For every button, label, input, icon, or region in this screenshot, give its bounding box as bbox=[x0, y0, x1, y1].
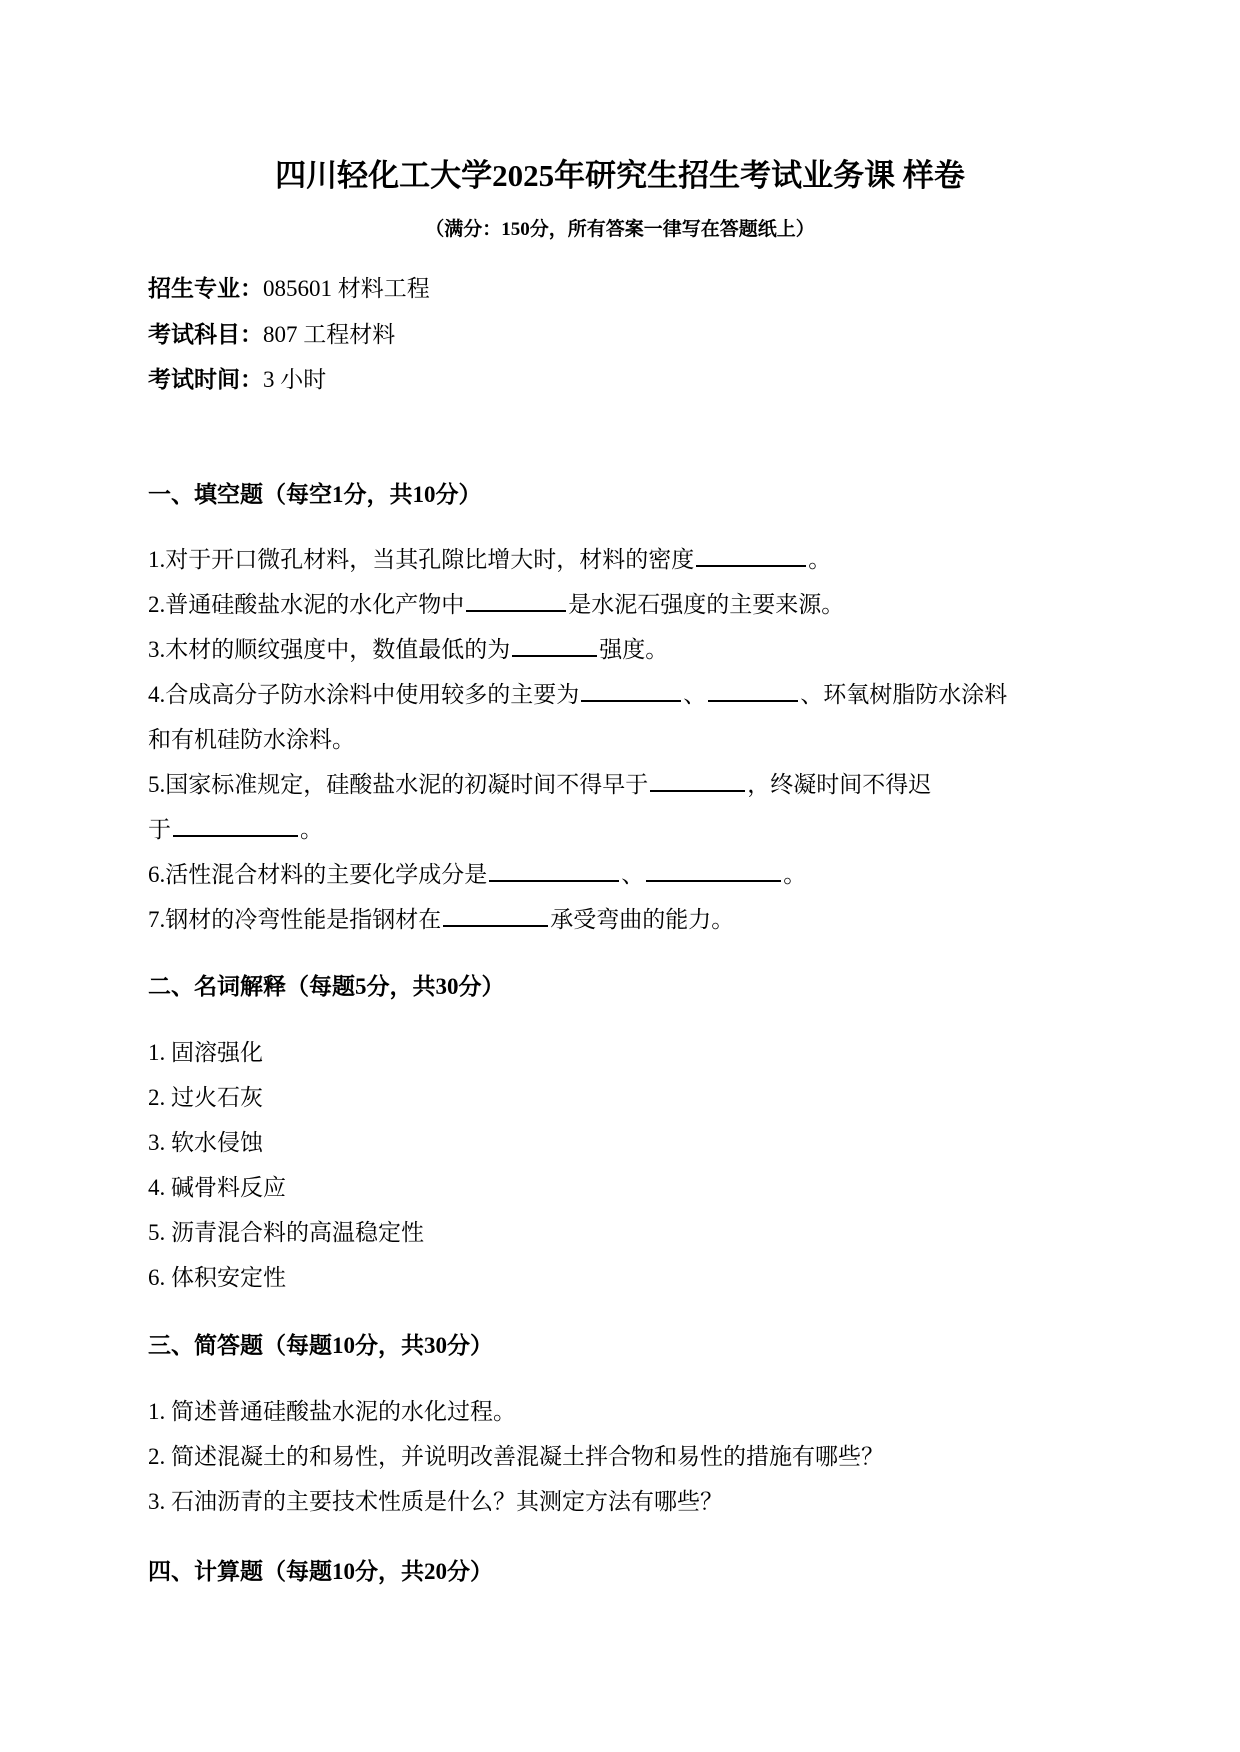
answer-blank bbox=[650, 768, 745, 792]
question-line bbox=[148, 631, 668, 664]
question-text: 是水泥石强度的主要来源。 bbox=[568, 592, 845, 617]
question-text: 2.普通硅酸盐水泥的水化产物中 bbox=[148, 592, 465, 617]
answer-blank bbox=[696, 543, 806, 567]
list-item: 4. 碱骨料反应 bbox=[148, 1175, 286, 1200]
answer-blank bbox=[646, 858, 781, 882]
question-text: 7.钢材的冷弯性能是指钢材在 bbox=[148, 907, 442, 932]
question-line bbox=[148, 856, 806, 889]
question-text: 4.合成高分子防水涂料中使用较多的主要为 bbox=[148, 682, 580, 707]
question-text: 。 bbox=[300, 817, 323, 842]
meta-label: 考试科目： bbox=[148, 322, 263, 347]
page-title: 四川轻化工大学2025年研究生招生考试业务课 样卷 bbox=[275, 158, 965, 193]
meta-duration bbox=[148, 361, 326, 394]
meta-label: 招生专业： bbox=[148, 276, 263, 301]
meta-subject bbox=[148, 316, 395, 349]
answer-blank bbox=[708, 678, 798, 702]
list-item: 3. 软水侵蚀 bbox=[148, 1130, 263, 1155]
question-text: 3.木材的顺纹强度中，数值最低的为 bbox=[148, 637, 511, 662]
answer-blank bbox=[173, 813, 298, 837]
question-text: 。 bbox=[808, 547, 832, 572]
question-line bbox=[148, 766, 931, 799]
page-subtitle: （满分：150分，所有答案一律写在答题纸上） bbox=[425, 219, 815, 240]
meta-label: 考试时间： bbox=[148, 367, 263, 392]
answer-blank bbox=[443, 903, 548, 927]
question-line bbox=[148, 541, 831, 574]
question-text: 1.对于开口微孔材料，当其孔隙比增大时，材料的密度 bbox=[148, 547, 695, 572]
meta-value: 807 工程材料 bbox=[263, 322, 396, 347]
list-item: 2. 过火石灰 bbox=[148, 1085, 263, 1110]
question-text: ，终凝时间不得迟 bbox=[747, 772, 932, 797]
question-text: 5.国家标准规定，硅酸盐水泥的初凝时间不得早于 bbox=[148, 772, 649, 797]
question-text: 于 bbox=[148, 817, 171, 842]
section-heading-calculation: 四、计算题（每题10分，共20分） bbox=[148, 1559, 493, 1584]
question-text: 、 bbox=[683, 682, 707, 707]
question-line bbox=[148, 586, 844, 619]
question-text: 。 bbox=[783, 862, 807, 887]
question-text: 强度。 bbox=[599, 637, 669, 662]
meta-value: 085601 材料工程 bbox=[263, 276, 430, 301]
question-text: 、 bbox=[621, 862, 645, 887]
question-text: 承受弯曲的能力。 bbox=[550, 907, 735, 932]
list-item: 2. 简述混凝土的和易性，并说明改善混凝土拌合物和易性的措施有哪些？ bbox=[148, 1444, 884, 1469]
list-item: 1. 简述普通硅酸盐水泥的水化过程。 bbox=[148, 1399, 516, 1424]
list-item: 1. 固溶强化 bbox=[148, 1040, 263, 1065]
question-line bbox=[148, 811, 323, 844]
question-line bbox=[148, 676, 1007, 709]
meta-value: 3 小时 bbox=[263, 367, 327, 392]
section-heading-fill-blank: 一、填空题（每空1分，共10分） bbox=[148, 482, 482, 507]
question-text: 6.活性混合材料的主要化学成分是 bbox=[148, 862, 488, 887]
list-item: 6. 体积安定性 bbox=[148, 1265, 286, 1290]
answer-blank bbox=[489, 858, 619, 882]
answer-blank bbox=[581, 678, 681, 702]
answer-blank bbox=[466, 588, 566, 612]
section-heading-term-definition: 二、名词解释（每题5分，共30分） bbox=[148, 974, 505, 999]
answer-blank bbox=[512, 633, 597, 657]
question-line bbox=[148, 901, 734, 934]
meta-major bbox=[148, 270, 430, 303]
question-text: 和有机硅防水涂料。 bbox=[148, 727, 355, 752]
list-item: 5. 沥青混合料的高温稳定性 bbox=[148, 1220, 424, 1245]
question-text: 、环氧树脂防水涂料 bbox=[800, 682, 1008, 707]
list-item: 3. 石油沥青的主要技术性质是什么？其测定方法有哪些？ bbox=[148, 1489, 723, 1514]
question-line bbox=[148, 721, 355, 754]
section-heading-short-answer: 三、简答题（每题10分，共30分） bbox=[148, 1333, 493, 1358]
